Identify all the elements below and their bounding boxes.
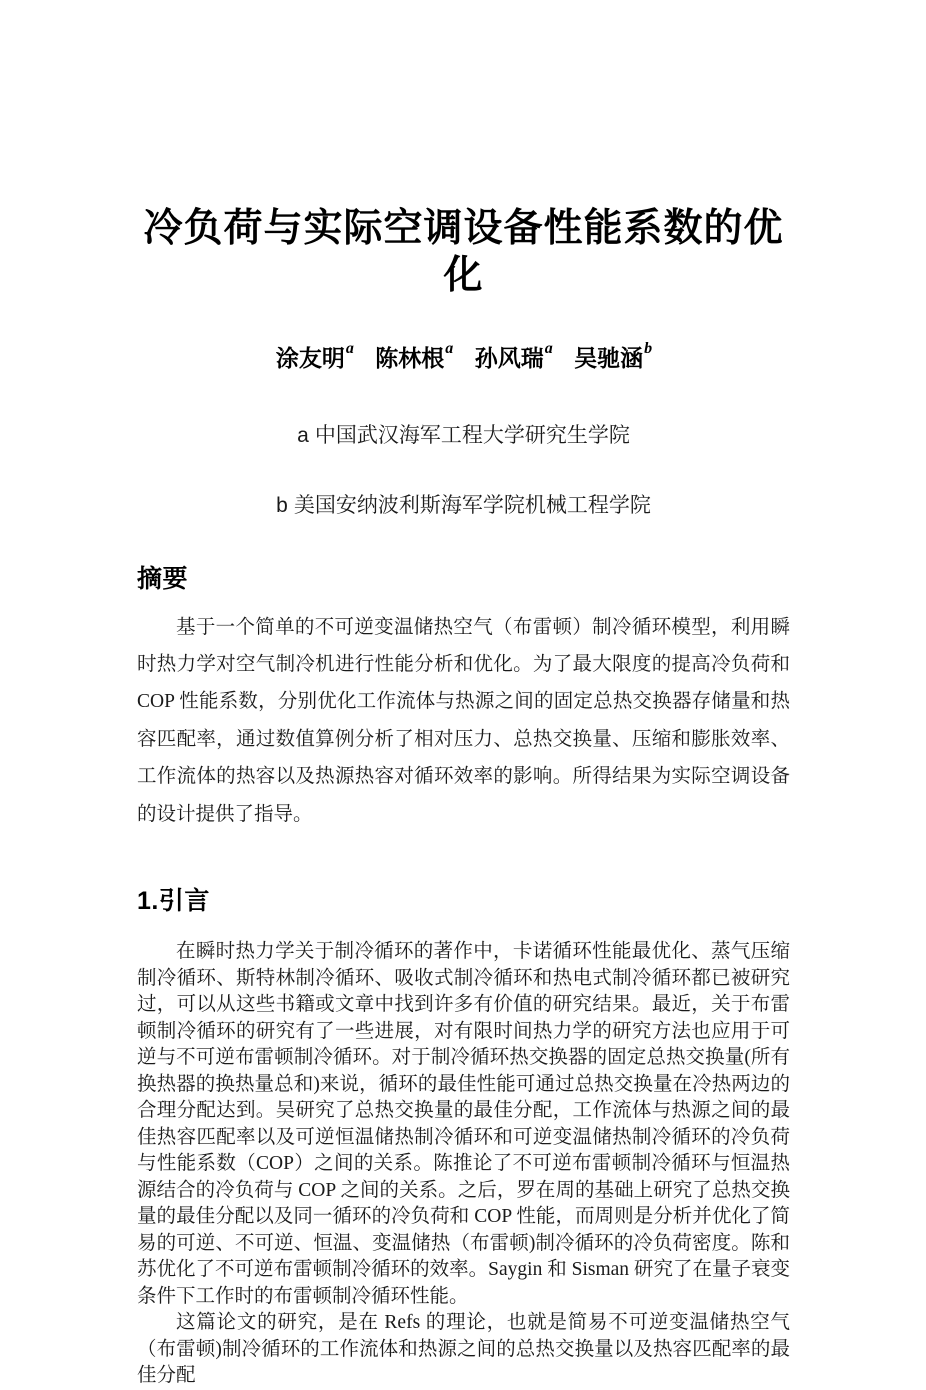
affiliation-a — [137, 419, 790, 449]
author-4-name: 吴驰涵 — [574, 344, 644, 371]
section-heading-introduction: 1.引言 — [137, 887, 210, 916]
abstract-text: 基于一个简单的不可逆变温储热空气（布雷顿）制冷循环模型，利用瞬时热力学对空气制冷机进行性能分析和优化。为了最大限度的提高冷负荷和 COP 性能系数，分别优化工作流体与热源之间的固定总热交换器存储量和热容匹配率，通过数值算例分析了相对压力、总热交换量、压缩和膨胀效率、工作流体的热容以及热源热容对循环效率的影响。所得结果为实际空调设备的设计提供了指导。 — [137, 616, 790, 825]
affiliation-a-text: 中国武汉海军工程大学研究生学院 — [314, 422, 630, 447]
author-line — [137, 340, 790, 373]
author-1 — [276, 340, 353, 373]
author-1-name: 涂友明 — [275, 344, 345, 371]
affiliation-a-marker: a — [297, 423, 309, 447]
affiliation-b-text: 美国安纳波利斯海军学院机械工程学院 — [293, 492, 651, 517]
paper-title: 冷负荷与实际空调设备性能系数的优化 — [143, 207, 784, 297]
intro-paragraph-1: 在瞬时热力学关于制冷循环的著作中，卡诺循环性能最优化、蒸气压缩制冷循环、斯特林制冷循环、吸收式制冷循环和热电式制冷循环都已被研究过，可以从这些书籍或文章中找到许多有价值的研究结果。最近，关于布雷顿制冷循环的研究有了一些进展，对有限时间热力学的研究方法也应用于可逆与不可逆布雷顿制冷循环。对于制冷循环热交换器的固定总热交换量(所有换热器的换热量总和)来说，循环的最佳性能可通过总热交换量在冷热两边的合理分配达到。吴研究了总热交换量的最佳分配，工作流体与热源之间的最佳热容匹配率以及可逆恒温储热制冷循环和可逆变温储热制冷循环的冷负荷与性能系数（COP）之间的关系。陈推论了不可逆布雷顿制冷循环与恒温热源结合的冷负荷与 COP 之间的关系。之后，罗在周的基础上研究了总热交换量的最佳分配以及同一循环的冷负荷和 COP 性能，而周则是分析并优化了简易的可逆、不可逆、恒温、变温储热（布雷顿)制冷循环的冷负荷密度。陈和苏优化了不可逆布雷顿制冷循环的效率。Saygin 和 Sisman 研究了在量子衰变条件下工作时的布雷顿制冷循环性能。 — [137, 941, 790, 1307]
author-4 — [574, 340, 651, 373]
author-3-name: 孙风瑞 — [474, 344, 544, 371]
author-2-name: 陈林根 — [375, 344, 445, 371]
author-3 — [475, 340, 552, 373]
author-2 — [375, 340, 452, 373]
author-4-affiliation-marker: b — [644, 339, 653, 357]
author-2-affiliation-marker: a — [445, 339, 454, 357]
author-3-affiliation-marker: a — [544, 339, 553, 357]
affiliation-b-marker: b — [276, 493, 288, 517]
author-1-affiliation-marker: a — [345, 339, 354, 357]
affiliation-b — [137, 489, 790, 519]
intro-paragraph-2: 这篇论文的研究，是在 Refs 的理论，也就是简易不可逆变温储热空气（布雷顿)制冷循环的工作流体和热源之间的总热交换量以及热容匹配率的最佳分配 — [137, 1312, 790, 1387]
abstract-heading: 摘要 — [137, 564, 189, 593]
